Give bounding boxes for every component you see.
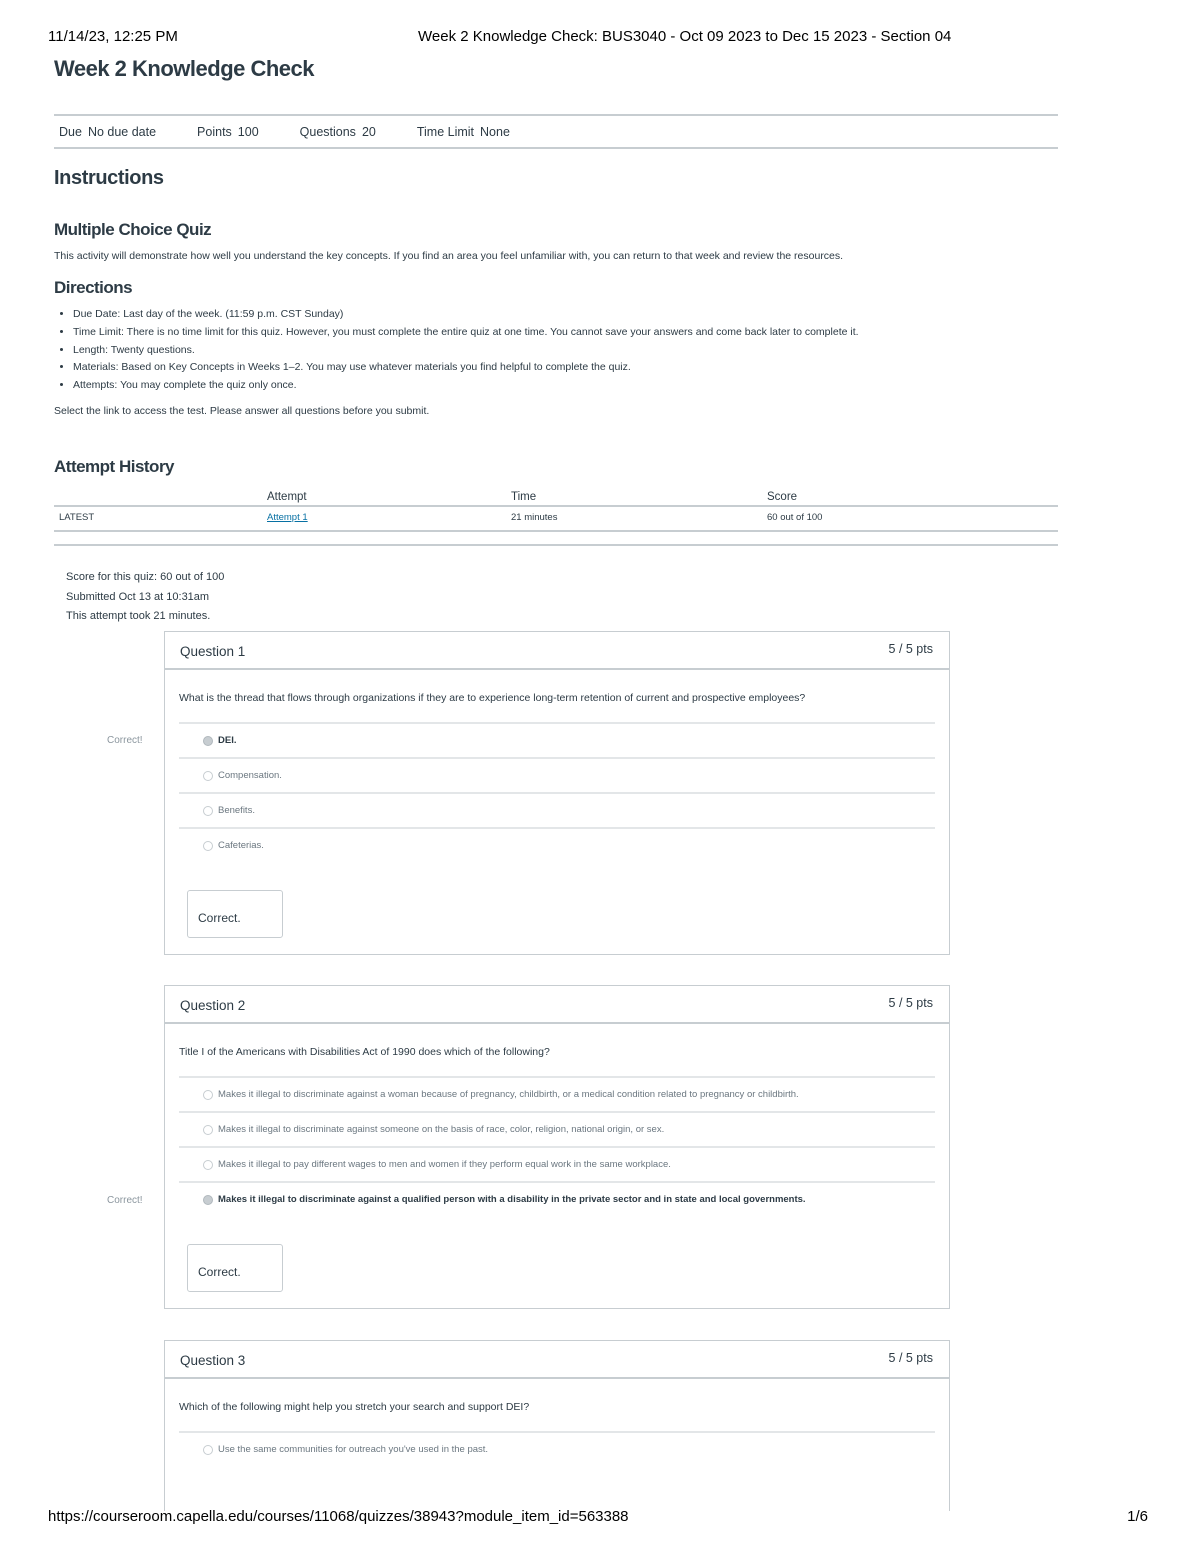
- question-name: Question 1: [180, 644, 246, 659]
- question-text: Title I of the Americans with Disabilities Act of 1990 does which of the following?: [179, 1046, 935, 1078]
- quiz-type-heading: Multiple Choice Quiz: [54, 220, 212, 239]
- directions-heading: Directions: [54, 278, 133, 297]
- answer-option[interactable]: Compensation.: [179, 759, 935, 794]
- attempt-time: 21 minutes: [511, 506, 767, 531]
- print-title: Week 2 Knowledge Check: BUS3040 - Oct 09 2023 to Dec 15 2023 - Section 04: [418, 28, 952, 45]
- direction-length: • Length: Twenty questions.: [73, 342, 1058, 360]
- direction-materials: • Materials: Based on Key Concepts in Weeks 1–2. You may use whatever materials you find helpful to complete the quiz.: [73, 359, 1058, 377]
- question-header: [165, 1341, 949, 1379]
- question-header: [165, 986, 949, 1024]
- attempt-history-table: [54, 489, 1058, 532]
- direction-time-limit: • Time Limit: There is no time limit for this quiz. However, you must complete the entire quiz at one time. You cannot save your answers and come back later to complete it.: [73, 324, 1058, 342]
- submitted-time: Submitted Oct 13 at 10:31am: [66, 590, 210, 603]
- attempt-history-heading: Attempt History: [54, 456, 175, 476]
- col-header-time: Time: [511, 489, 767, 506]
- radio-icon[interactable]: [203, 771, 213, 781]
- answer-option[interactable]: Benefits.: [179, 794, 935, 829]
- detail-due: Due No due date: [59, 124, 157, 139]
- radio-icon[interactable]: [203, 1445, 213, 1455]
- attempt-1-link[interactable]: Attempt 1: [267, 511, 308, 523]
- answer-option[interactable]: Makes it illegal to pay different wages to men and women if they perform equal work in the same workplace.: [179, 1148, 935, 1183]
- intro-text: This activity will demonstrate how well you understand the key concepts. If you find an area you feel unfamiliar with, you can return to that week and review the resources.: [54, 250, 844, 262]
- answer-option[interactable]: Cafeterias.: [179, 829, 935, 862]
- divider: [54, 544, 1058, 546]
- question-name: Question 3: [180, 1353, 246, 1368]
- instructions-heading: Instructions: [54, 167, 164, 189]
- radio-selected-icon[interactable]: [203, 1195, 213, 1205]
- radio-icon[interactable]: [203, 806, 213, 816]
- score-summary: [66, 568, 224, 627]
- question-1: [164, 631, 950, 955]
- latest-label: LATEST: [54, 506, 267, 531]
- print-date: 11/14/23, 12:25 PM: [48, 28, 178, 45]
- answer-option[interactable]: Makes it illegal to discriminate against a woman because of pregnancy, childbirth, or a medical condition related to pregnancy or childbirth.: [179, 1078, 935, 1113]
- quiz-details: [54, 114, 1058, 149]
- answer-option[interactable]: Makes it illegal to discriminate against someone on the basis of race, color, religion, national origin, or sex.: [179, 1113, 935, 1148]
- table-row: [54, 506, 1058, 531]
- question-points: 5 / 5 pts: [888, 996, 933, 1010]
- detail-questions: Questions 20: [299, 124, 376, 139]
- quiz-page: [54, 56, 1058, 546]
- question-header: [165, 632, 949, 670]
- select-note: Select the link to access the test. Please answer all questions before you submit.: [54, 404, 430, 417]
- detail-time-limit: Time Limit None: [416, 124, 510, 139]
- radio-icon[interactable]: [203, 1090, 213, 1100]
- question-points: 5 / 5 pts: [888, 642, 933, 656]
- question-text: Which of the following might help you stretch your search and support DEI?: [179, 1401, 935, 1433]
- answer-option[interactable]: Use the same communities for outreach you've used in the past.: [179, 1433, 935, 1466]
- attempt-score: 60 out of 100: [767, 506, 1058, 531]
- question-name: Question 2: [180, 998, 246, 1013]
- answer-feedback: Correct.: [187, 1244, 283, 1292]
- answer-option[interactable]: DEI.: [179, 724, 935, 759]
- directions-list: [54, 306, 1058, 395]
- answer-feedback: Correct.: [187, 890, 283, 938]
- col-header-score: Score: [767, 489, 1058, 506]
- col-header-blank: [54, 489, 267, 506]
- radio-icon[interactable]: [203, 1125, 213, 1135]
- question-2: [164, 985, 950, 1309]
- direction-due-date: • Due Date: Last day of the week. (11:59 p.m. CST Sunday): [73, 306, 1058, 324]
- radio-selected-icon[interactable]: [203, 736, 213, 746]
- print-page-number: 1/6: [1127, 1508, 1148, 1525]
- question-text: What is the thread that flows through organizations if they are to experience long-term retention of current and prospective employees?: [179, 692, 935, 724]
- attempt-duration: This attempt took 21 minutes.: [66, 610, 211, 622]
- radio-icon[interactable]: [203, 841, 213, 851]
- correct-label-q2: Correct!: [107, 1195, 143, 1206]
- correct-label-q1: Correct!: [107, 735, 143, 746]
- direction-attempts: • Attempts: You may complete the quiz only once.: [73, 377, 1058, 395]
- question-points: 5 / 5 pts: [888, 1351, 933, 1365]
- question-3: [164, 1340, 950, 1511]
- detail-points: Points 100: [197, 124, 259, 139]
- radio-icon[interactable]: [203, 1160, 213, 1170]
- quiz-score: Score for this quiz: 60 out of 100: [66, 571, 225, 583]
- col-header-attempt: Attempt: [267, 489, 511, 506]
- print-url: https://courseroom.capella.edu/courses/11068/quizzes/38943?module_item_id=563388: [48, 1508, 629, 1525]
- page-title: Week 2 Knowledge Check: [54, 56, 315, 81]
- answer-option[interactable]: Makes it illegal to discriminate against a qualified person with a disability in the private sector and in state and local governments.: [179, 1183, 935, 1216]
